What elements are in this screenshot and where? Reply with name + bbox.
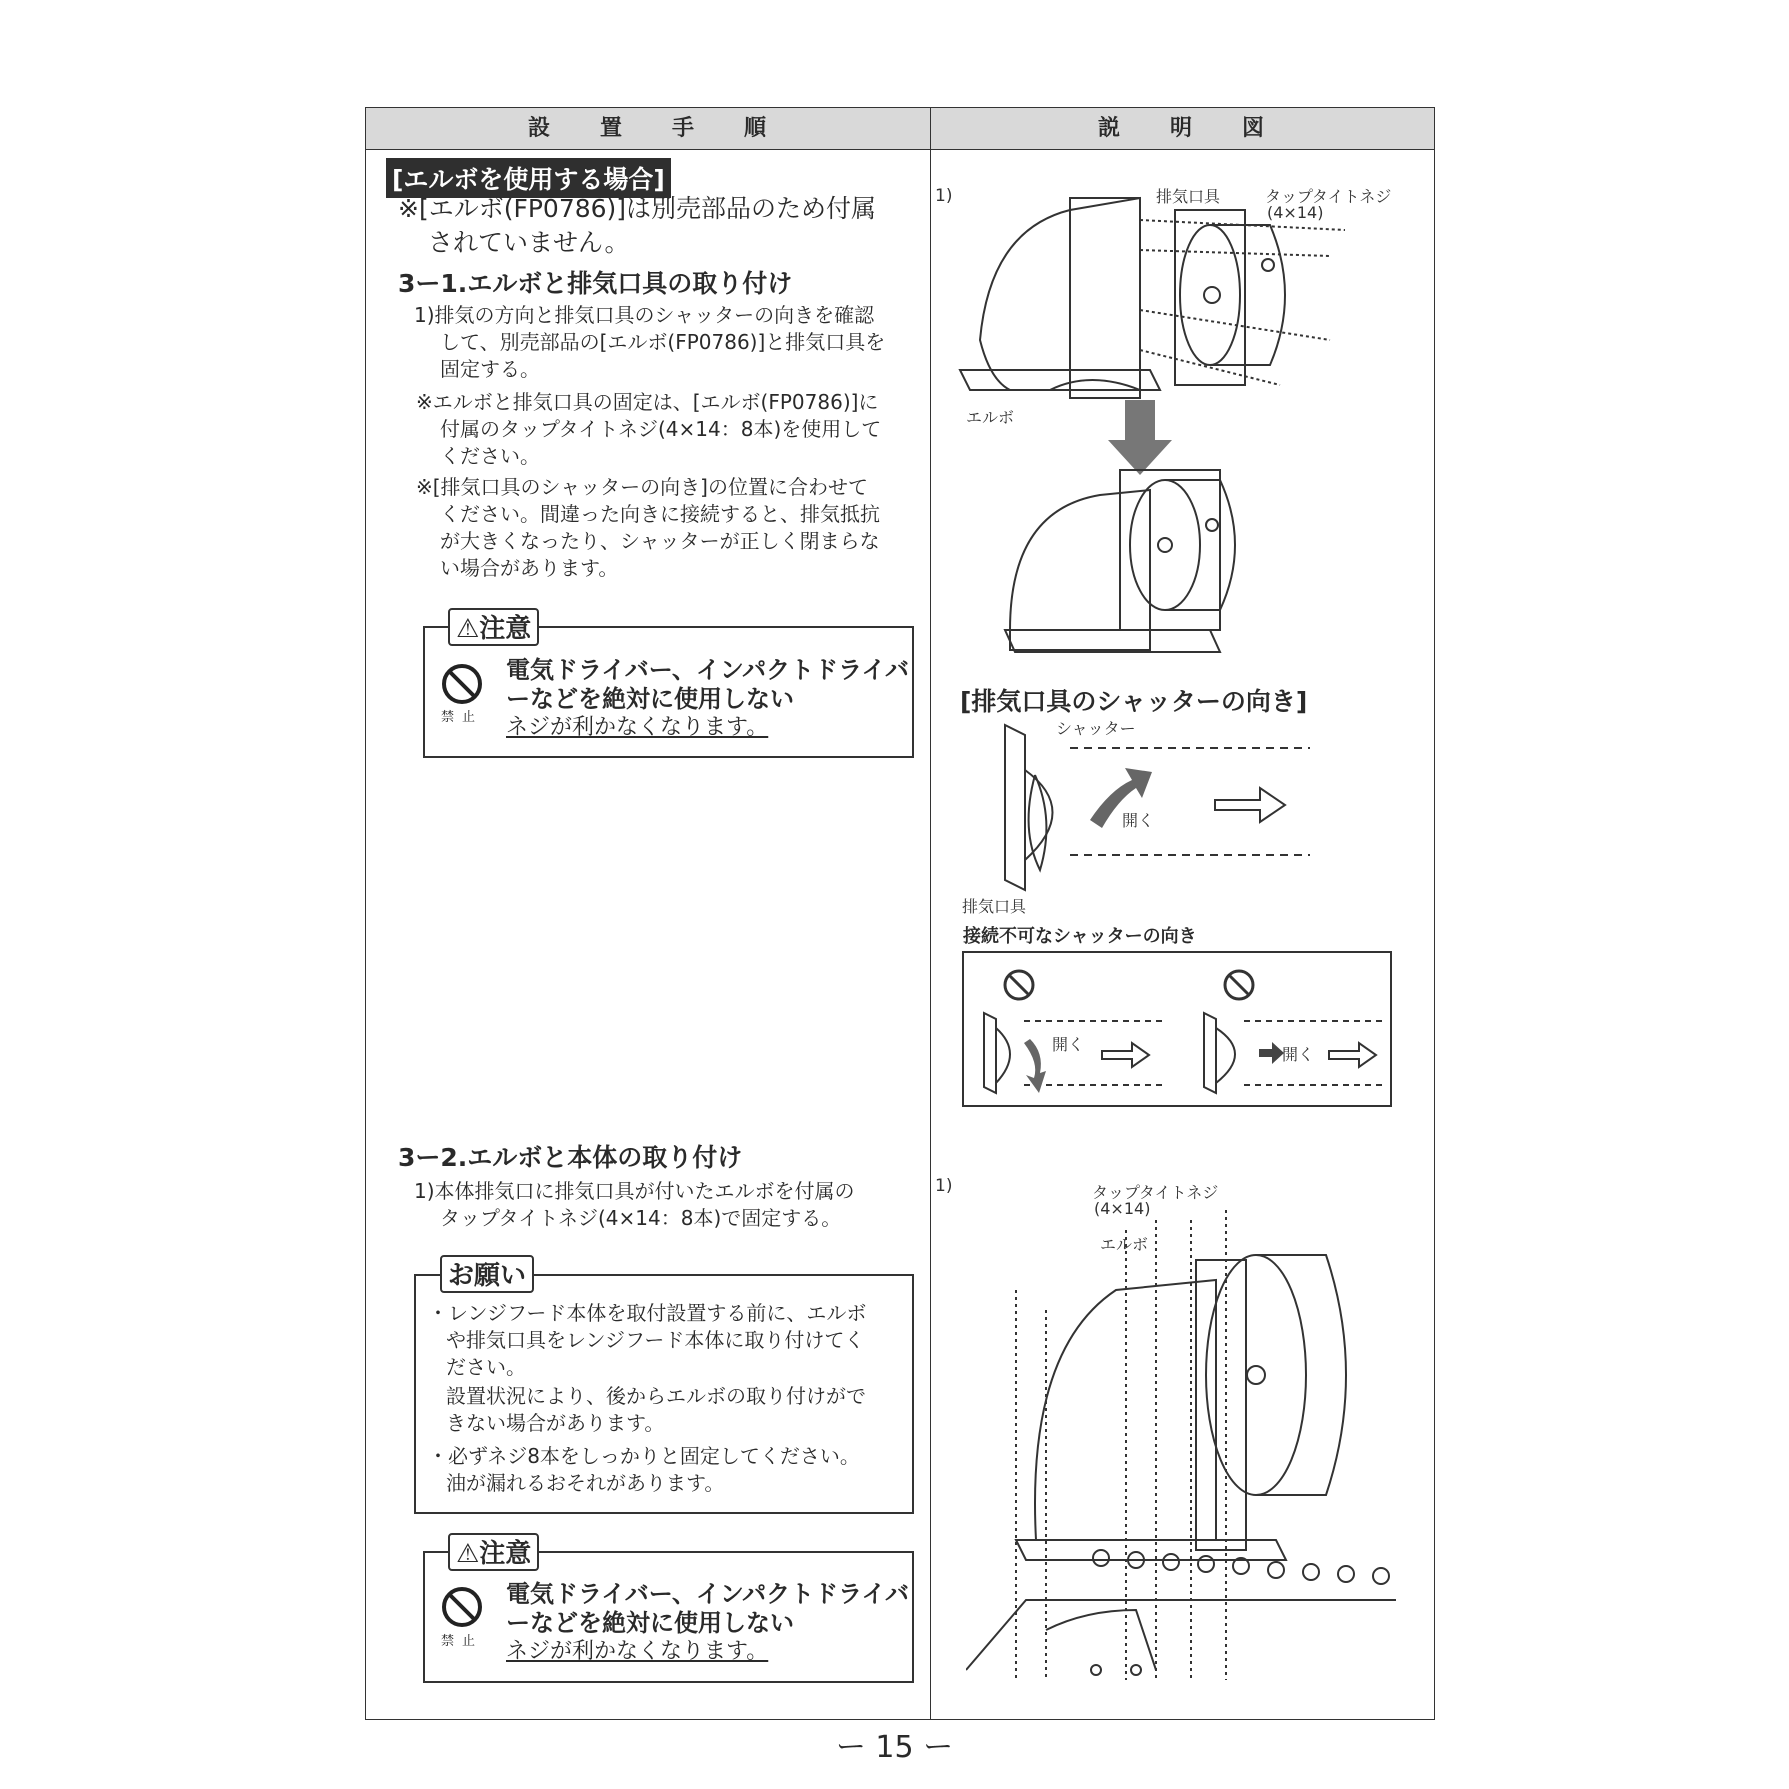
bad-open-1: 開く	[1052, 1035, 1085, 1054]
caution-tab-1: ⚠注意	[448, 608, 539, 646]
elbow-note-line1: ※[エルボ(FP0786)]は別売部品のため付属	[398, 194, 877, 223]
page-number: ー 15 ー	[835, 1730, 954, 1765]
section1-note1-line2: 付属のタップタイトネジ(4×14：8本)を使用して	[440, 417, 882, 441]
column-divider	[930, 108, 931, 1719]
prohibition-icon	[440, 1585, 484, 1629]
caution-2-line2: ーなどを絶対に使用しない	[506, 1609, 794, 1637]
section1-step1-line3: 固定する。	[440, 357, 540, 381]
section1-note1-line1: ※エルボと排気口具の固定は、[エルボ(FP0786)]に	[416, 390, 879, 414]
bad-open-2: 開く	[1282, 1045, 1315, 1064]
section2-step1-line1: 1)本体排気口に排気口具が付いたエルボを付属の	[414, 1179, 855, 1203]
request-item2-line2: 油が漏れるおそれがあります。	[446, 1471, 725, 1495]
elbow-note-line2: されていません。	[428, 228, 630, 257]
request-item1-line4: 設置状況により、後からエルボの取り付けがで	[446, 1384, 866, 1408]
section1-step1-line1: 1)排気の方向と排気口具のシャッターの向きを確認	[414, 303, 875, 327]
header-figure: 説 明 図	[930, 108, 1434, 150]
fig2-label-tapping-screw: タップタイトネジ	[1092, 1183, 1219, 1202]
elbow-assembly-illustration	[950, 190, 1350, 680]
prohibit-label-2: 禁止	[441, 1634, 484, 1649]
request-item1-line1: ・レンジフード本体を取付設置する前に、エルボ	[428, 1301, 867, 1325]
section1-step1-line2: して、別売部品の[エルボ(FP0786)]と排気口具を	[440, 330, 886, 354]
label-shutter: シャッター	[1056, 719, 1136, 738]
section2-title: 3ー2.エルボと本体の取り付け	[398, 1143, 743, 1172]
shutter-direction-illustration	[960, 720, 1320, 900]
label-tapping-screw: タップタイトネジ	[1265, 187, 1392, 206]
request-item1-line2: や排気口具をレンジフード本体に取り付けてく	[446, 1328, 865, 1352]
request-item1-line3: ださい。	[446, 1355, 526, 1379]
label-exhaust-fitting-2: 排気口具	[962, 897, 1027, 916]
fig2-label-elbow: エルボ	[1100, 1235, 1149, 1254]
header-procedure: 設 置 手 順	[366, 108, 930, 150]
label-exhaust-fitting: 排気口具	[1156, 187, 1221, 206]
bad-direction-title: 接続不可なシャッターの向き	[963, 926, 1197, 947]
elbow-case-title: [エルボを使用する場合]	[386, 158, 671, 198]
caution-2-line1: 電気ドライバー、インパクトドライバ	[506, 1580, 909, 1608]
label-open: 開く	[1122, 811, 1155, 830]
shutter-direction-title: [排気口具のシャッターの向き]	[960, 687, 1308, 716]
prohibition-icon	[440, 662, 484, 706]
caution-2-sub: ネジが利かなくなります。	[506, 1639, 769, 1664]
section1-title: 3ー1.エルボと排気口具の取り付け	[398, 269, 793, 298]
section1-note2-line4: い場合があります。	[440, 556, 619, 580]
request-item1-line5: きない場合があります。	[446, 1411, 665, 1435]
section2-step1-line2: タップタイトネジ(4×14：8本)で固定する。	[440, 1206, 842, 1230]
bad-direction-illustration	[964, 953, 1390, 1105]
caution-1-sub: ネジが利かなくなります。	[506, 715, 769, 740]
figure2-step: 1)	[935, 1176, 953, 1196]
section1-note2-line2: ください。間違った向きに接続すると、排気抵抗	[440, 502, 880, 526]
figure1-step: 1)	[935, 186, 953, 206]
label-screw-size: (4×14)	[1267, 203, 1324, 222]
section1-note2-line3: が大きくなったり、シャッターが正しく閉まらな	[440, 529, 880, 553]
fig2-label-screw-size: (4×14)	[1094, 1199, 1151, 1218]
section1-note2-line1: ※[排気口具のシャッターの向き]の位置に合わせて	[416, 475, 868, 499]
caution-tab-2: ⚠注意	[448, 1533, 539, 1571]
label-elbow: エルボ	[966, 408, 1015, 427]
prohibit-label-1: 禁止	[441, 710, 484, 725]
section1-note1-line3: ください。	[440, 444, 540, 468]
elbow-body-illustration	[966, 1200, 1396, 1685]
caution-1-line1: 電気ドライバー、インパクトドライバ	[506, 656, 909, 684]
caution-1-line2: ーなどを絶対に使用しない	[506, 685, 794, 713]
request-item2-line1: ・必ずネジ8本をしっかりと固定してください。	[428, 1444, 860, 1468]
request-tab: お願い	[440, 1255, 534, 1293]
